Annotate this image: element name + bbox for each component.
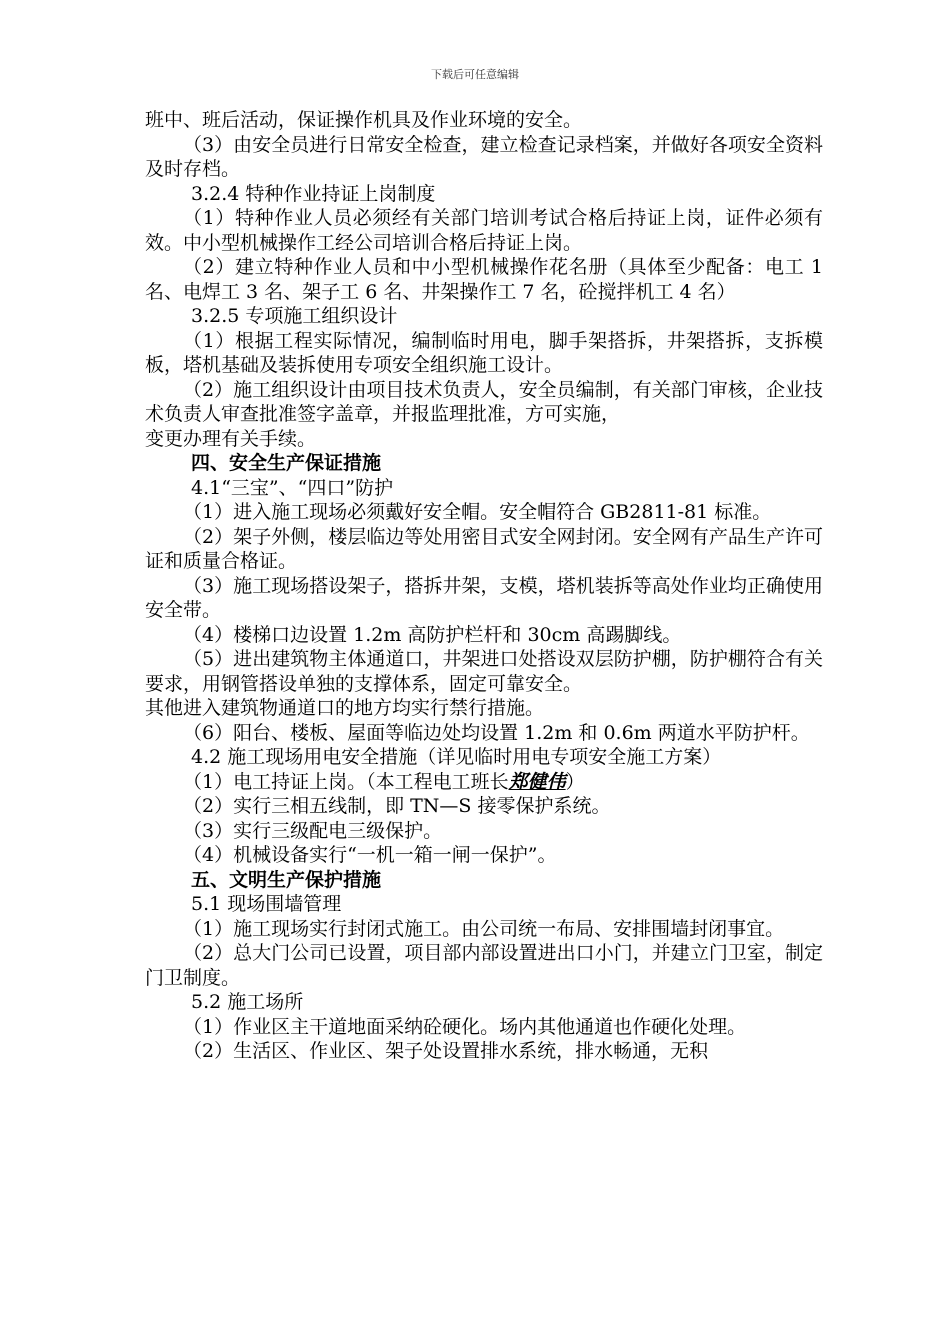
section-heading: 4.1“三宝”、“四口”防护	[191, 476, 394, 499]
paragraph: （2）实行三相五线制，即 TN—S 接零保护系统。	[183, 795, 611, 817]
paragraph: 其他进入建筑物通道口的地方均实行禁行措施。	[145, 697, 545, 719]
paragraph: （4）楼梯口边设置 1.2m 高防护栏杆和 30cm 高踢脚线。	[183, 623, 682, 646]
paragraph: 班中、班后活动，保证操作机具及作业环境的安全。	[145, 109, 583, 131]
chapter-heading: 五、文明生产保护措施	[191, 868, 382, 891]
document-body	[145, 108, 823, 1064]
paragraph: （1）施工现场实行封闭式施工。由公司统一布局、安排围墙封闭事宜。	[183, 917, 785, 940]
paragraph: （3）实行三级配电三级保护。	[183, 819, 443, 842]
paragraph: （1）特种作业人员必须经有关部门培训考试合格后持证上岗，证件必须有效。中小型机械操作工经公司培训合格后持证上岗。	[145, 207, 823, 254]
page-header: 下载后可任意编辑	[431, 68, 519, 81]
paragraph: （2）总大门公司已设置，项目部内部设置进出口小门，并建立门卫室，制定门卫制度。	[145, 942, 823, 989]
paragraph: 变更办理有关手续。	[145, 427, 317, 450]
paragraph: （5）进出建筑物主体通道口，井架进口处搭设双层防护棚，防护棚符合有关要求，用钢管搭设单独的支撑体系，固定可靠安全。	[145, 648, 823, 695]
section-heading: 5.1 现场围墙管理	[191, 893, 342, 915]
paragraph: （2）建立特种作业人员和中小型机械操作花名册（具体至少配备：电工 1 名、电焊工 3 名、架子工 6 名、井架操作工 7 名，砼搅拌机工 4 名）	[145, 256, 823, 303]
paragraph-text: ）	[565, 770, 585, 793]
paragraph-text: （1）电工持证上岗。（本工程电工班长	[183, 770, 509, 793]
paragraph: （2）架子外侧，楼层临边等处用密目式安全网封闭。安全网有产品生产许可证和质量合格证。	[145, 525, 823, 572]
paragraph: （6）阳台、楼板、屋面等临边处均设置 1.2m 和 0.6m 两道水平防护杆。	[183, 721, 810, 744]
section-heading: 3.2.5 专项施工组织设计	[191, 305, 398, 327]
section-heading: 5.2 施工场所	[191, 991, 304, 1013]
paragraph: （1）根据工程实际情况，编制临时用电，脚手架搭拆，井架搭拆，支拆模板，塔机基础及装拆使用专项安全组织施工设计。	[145, 329, 823, 376]
section-heading: 3.2.4 特种作业持证上岗制度	[191, 182, 436, 205]
section-heading: 4.2 施工现场用电安全措施（详见临时用电专项安全施工方案）	[191, 746, 722, 768]
paragraph: （1）进入施工现场必须戴好安全帽。安全帽符合 GB2811-81 标准。	[183, 501, 772, 523]
paragraph	[145, 770, 823, 795]
paragraph: （3）由安全员进行日常安全检查，建立检查记录档案，并做好各项安全资料及时存档。	[145, 133, 823, 180]
chapter-heading: 四、安全生产保证措施	[191, 452, 382, 474]
paragraph: （1）作业区主干道地面采纳砼硬化。场内其他通道也作硬化处理。	[183, 1015, 747, 1038]
electrician-name: 郑健伟	[508, 770, 566, 793]
paragraph: （3）施工现场搭设架子，搭拆井架，支模，塔机装拆等高处作业均正确使用安全带。	[145, 574, 823, 621]
paragraph: （2）生活区、作业区、架子处设置排水系统，排水畅通，无积	[183, 1040, 709, 1062]
paragraph: （4）机械设备实行“一机一箱一闸一保护”。	[183, 844, 557, 866]
paragraph: （2）施工组织设计由项目技术负责人，安全员编制，有关部门审核，企业技术负责人审查批准签字盖章，并报监理批准，方可实施，	[145, 378, 823, 425]
